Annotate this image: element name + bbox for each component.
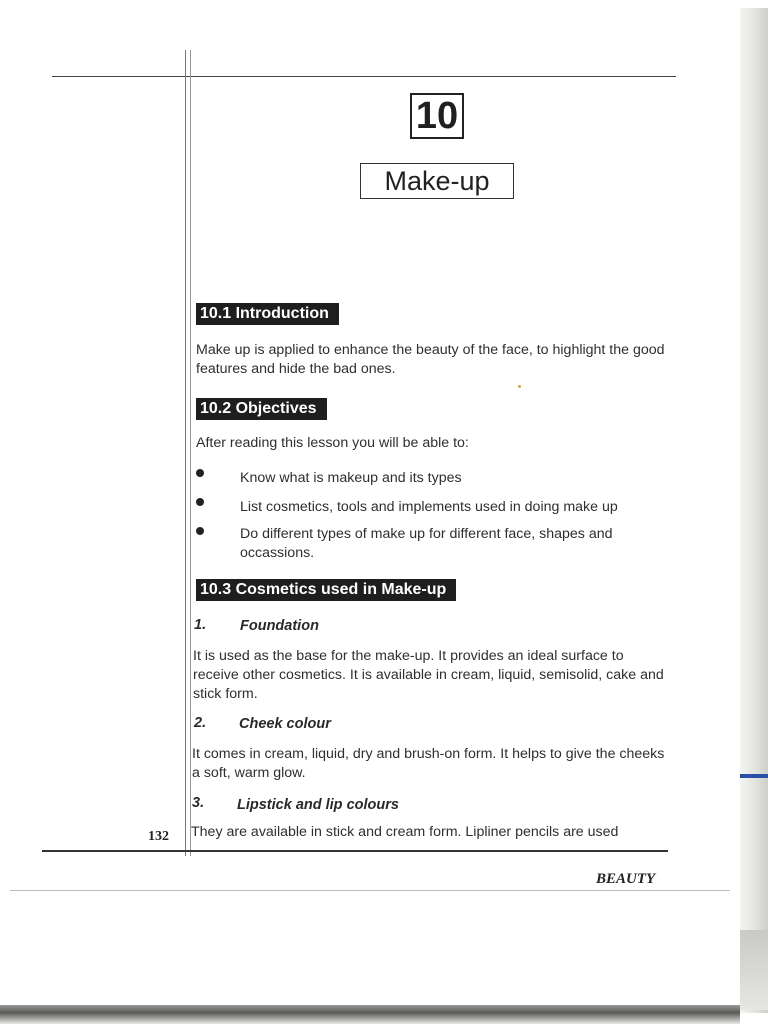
cosmetic-number: 2.: [194, 715, 207, 731]
objective-item: Know what is makeup and its types: [240, 470, 462, 486]
introduction-text: Make up is applied to enhance the beauty of the face, to highlight the good features and hide the bad ones.: [196, 342, 665, 377]
cosmetic-description: They are available in stick and cream form. Lipliner pencils are used: [191, 824, 619, 840]
scan-speck: [518, 385, 521, 388]
section-heading-objectives: 10.2 Objectives: [196, 398, 327, 420]
cosmetic-title: Lipstick and lip colours: [237, 797, 399, 813]
cosmetic-title: Foundation: [240, 618, 319, 634]
cosmetic-number: 1.: [194, 617, 207, 633]
scan-bottom-strip: [0, 1005, 740, 1024]
book-title: BEAUTY: [596, 871, 656, 887]
cosmetic-number: 3.: [192, 795, 205, 811]
objective-item: Do different types of make up for different face, shapes and occassions.: [240, 526, 613, 561]
scan-edge-shadow: [740, 8, 768, 1013]
margin-line: [185, 50, 191, 856]
footer-rule: [10, 890, 730, 891]
scan-edge-band: [740, 930, 768, 1010]
page-number: 132: [148, 829, 169, 844]
scan-edge-mark: [740, 774, 768, 778]
bullet-dot: [196, 527, 204, 535]
cosmetic-description: It is used as the base for the make-up. It provides an ideal surface to receive other cosmetics. It is available in cream, liquid, semisolid, cake and stick form.: [193, 648, 664, 702]
bottom-rule: [42, 850, 668, 852]
top-rule: [52, 76, 676, 77]
section-heading-cosmetics: 10.3 Cosmetics used in Make-up: [196, 579, 456, 601]
bullet-dot: [196, 469, 204, 477]
section-heading-introduction: 10.1 Introduction: [196, 303, 339, 325]
bullet-dot: [196, 498, 204, 506]
cosmetic-description: It comes in cream, liquid, dry and brush-on form. It helps to give the cheeks a soft, warm glow.: [192, 746, 665, 781]
chapter-title: Make-up: [360, 163, 514, 199]
objectives-intro: After reading this lesson you will be able to:: [196, 435, 469, 451]
objective-item: List cosmetics, tools and implements used in doing make up: [240, 499, 618, 515]
cosmetic-title: Cheek colour: [239, 716, 331, 732]
chapter-number: 10: [410, 93, 464, 139]
